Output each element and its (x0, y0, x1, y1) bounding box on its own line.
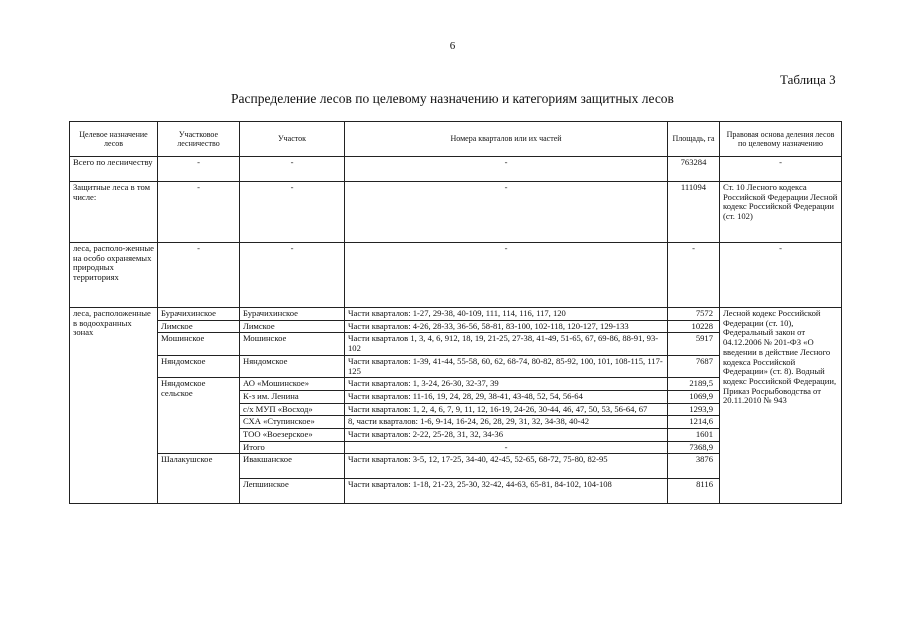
cell-quarters: Части кварталов: 1, 3-24, 26-30, 32-37, 39 (345, 378, 668, 391)
cell-dash: - (240, 182, 345, 243)
cell-quarters: 8, части кварталов: 1-6, 9-14, 16-24, 26, 28, 29, 31, 32, 34-38, 40-42 (345, 416, 668, 429)
cell-area: АО «Мошинское» (240, 378, 345, 391)
header-forestry: Участковое лесничество (158, 122, 240, 157)
cell-square: 111094 (668, 182, 720, 243)
cell-area: Мошинское (240, 333, 345, 355)
table-row-protective (70, 182, 842, 243)
cell-quarters: Части кварталов 1, 3, 4, 6, 912, 18, 19, 21-25, 27-38, 41-49, 51-65, 67, 69-86, 88-91, 93-102 (345, 333, 668, 355)
cell-forestry: Мошинское (158, 333, 240, 355)
cell-square: 1601 (668, 429, 720, 442)
cell-quarters: Части кварталов: 1, 2, 4, 6, 7, 9, 11, 12, 16-19, 24-26, 30-44, 46, 47, 50, 53, 56-64, 67 (345, 403, 668, 416)
cell-forestry: Бурачихинское (158, 308, 240, 321)
header-square: Площадь, га (668, 122, 720, 157)
cell-dash: - (720, 157, 842, 182)
cell-dash: - (158, 243, 240, 308)
cell-square: 1293,9 (668, 403, 720, 416)
cell-area: СХА «Ступинское» (240, 416, 345, 429)
cell-square: 1069,9 (668, 390, 720, 403)
header-purpose: Целевое назначение лесов (70, 122, 158, 157)
cell-purpose: леса, располо-женные на особо охраняемых природных территориях (70, 243, 158, 308)
cell-purpose: леса, расположенные в водоохранных зонах (70, 308, 158, 504)
cell-area: ТОО «Воезерское» (240, 429, 345, 442)
cell-purpose: Всего по лесничеству (70, 157, 158, 182)
cell-dash: - (720, 243, 842, 308)
cell-dash: - (240, 243, 345, 308)
cell-square: 7368,9 (668, 441, 720, 454)
cell-quarters: - (345, 441, 668, 454)
cell-quarters: Части кварталов: 4-26, 28-33, 36-56, 58-81, 83-100, 102-118, 120-127, 129-133 (345, 320, 668, 333)
cell-square: 2189,5 (668, 378, 720, 391)
header-basis: Правовая основа деления лесов по целевому назначению (720, 122, 842, 157)
cell-dash: - (345, 243, 668, 308)
table-row-total (70, 157, 842, 182)
cell-quarters: Части кварталов: 1-39, 41-44, 55-58, 60, 62, 68-74, 80-82, 85-92, 100, 101, 108-115, 117-125 (345, 355, 668, 377)
cell-square: 10228 (668, 320, 720, 333)
page-number: 6 (449, 40, 456, 52)
table-label: Таблица 3 (780, 72, 836, 87)
cell-dash: - (668, 243, 720, 308)
forest-distribution-table (69, 121, 842, 504)
cell-area: с/х МУП «Восход» (240, 403, 345, 416)
header-area: Участок (240, 122, 345, 157)
cell-quarters: Части кварталов: 2-22, 25-28, 31, 32, 34-36 (345, 429, 668, 442)
cell-basis: Лесной кодекс Российской Федерации (ст. 10), Федеральный закон от 04.12.2006 № 201-ФЗ «О введении в действие Лесного кодекса Российской Федерации» (ст. 8). Водный кодекс Российской Федерации, Приказ Росрыбоводства от 20.11.2010 № 943 (720, 308, 842, 504)
cell-forestry: Няндомское сельское (158, 378, 240, 454)
cell-area: Лимское (240, 320, 345, 333)
table-row (70, 308, 842, 321)
cell-quarters: Части кварталов: 3-5, 12, 17-25, 34-40, 42-45, 52-65, 68-72, 75-80, 82-95 (345, 454, 668, 479)
cell-dash: - (158, 182, 240, 243)
table-row-special (70, 243, 842, 308)
cell-area: Бурачихинское (240, 308, 345, 321)
cell-square: 5917 (668, 333, 720, 355)
cell-basis: Ст. 10 Лесного кодекса Российской Федерации Лесной кодекс Российской Федерации (ст. 102) (720, 182, 842, 243)
cell-dash: - (345, 182, 668, 243)
cell-forestry: Няндомское (158, 355, 240, 377)
cell-area: Няндомское (240, 355, 345, 377)
cell-quarters: Части кварталов: 1-18, 21-23, 25-30, 32-42, 44-63, 65-81, 84-102, 104-108 (345, 479, 668, 504)
cell-square: 1214,6 (668, 416, 720, 429)
cell-area: Итого (240, 441, 345, 454)
cell-square: 3876 (668, 454, 720, 479)
cell-forestry: Шалакушское (158, 454, 240, 504)
cell-area: К-з им. Ленина (240, 390, 345, 403)
cell-square: 763284 (668, 157, 720, 182)
cell-dash: - (158, 157, 240, 182)
cell-square: 8116 (668, 479, 720, 504)
cell-dash: - (240, 157, 345, 182)
cell-square: 7572 (668, 308, 720, 321)
cell-quarters: Части кварталов: 11-16, 19, 24, 28, 29, 38-41, 43-48, 52, 54, 56-64 (345, 390, 668, 403)
cell-purpose: Защитные леса в том числе: (70, 182, 158, 243)
cell-square: 7687 (668, 355, 720, 377)
cell-quarters: Части кварталов: 1-27, 29-38, 40-109, 111, 114, 116, 117, 120 (345, 308, 668, 321)
header-quarters: Номера кварталов или их частей (345, 122, 668, 157)
table-title: Распределение лесов по целевому назначению и категориям защитных лесов (231, 91, 674, 106)
cell-area: Лепшинское (240, 479, 345, 504)
cell-area: Ивакшанское (240, 454, 345, 479)
table-header-row (70, 122, 842, 157)
cell-dash: - (345, 157, 668, 182)
cell-forestry: Лимское (158, 320, 240, 333)
